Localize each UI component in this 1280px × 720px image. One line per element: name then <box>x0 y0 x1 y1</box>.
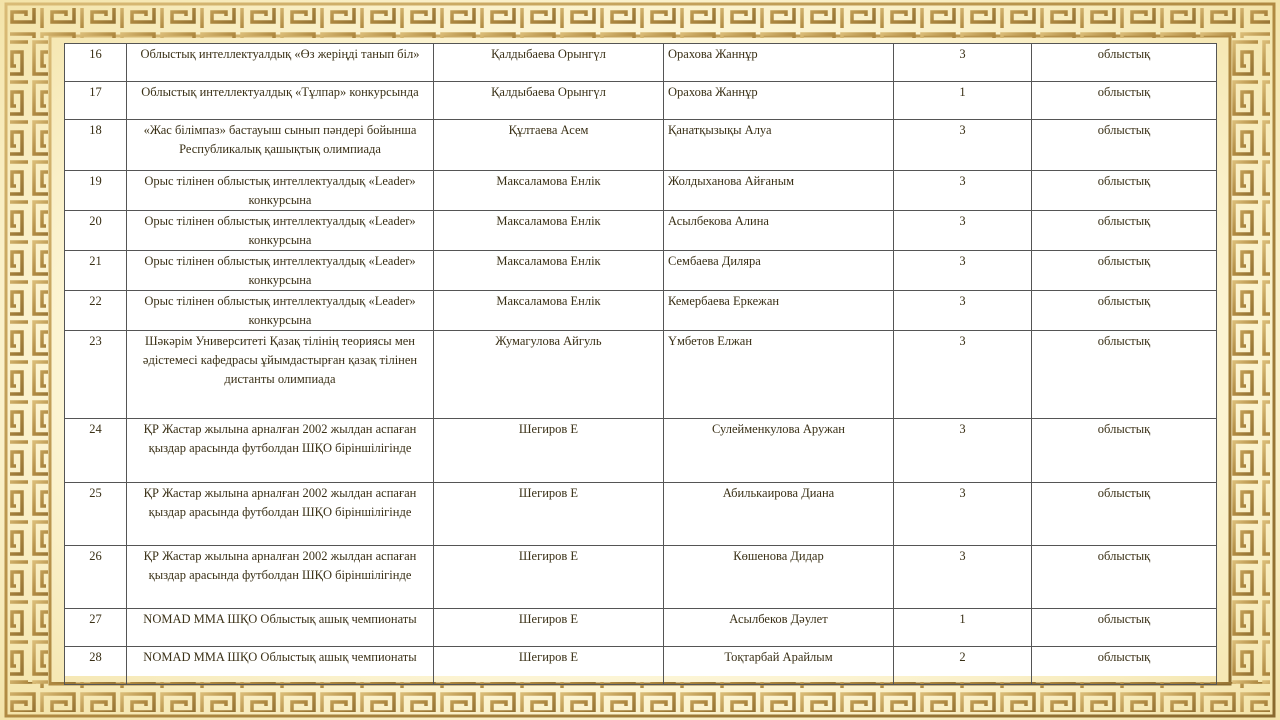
place-cell: 3 <box>894 120 1032 171</box>
teacher-cell: Максаламова Енлік <box>434 211 664 251</box>
table-row <box>65 251 1217 291</box>
table-row <box>65 609 1217 647</box>
level-cell: облыстық <box>1032 44 1217 82</box>
place-cell: 1 <box>894 82 1032 120</box>
row-number: 17 <box>65 82 127 120</box>
place-cell: 3 <box>894 251 1032 291</box>
place-cell: 3 <box>894 211 1032 251</box>
student-cell: Жолдыханова Айғаным <box>664 171 894 211</box>
place-cell: 3 <box>894 483 1032 546</box>
level-cell: облыстық <box>1032 211 1217 251</box>
event-cell: Орыс тілінен облыстық интеллектуалдық «Leader» конкурсына <box>127 171 434 211</box>
student-cell: Үмбетов Елжан <box>664 331 894 419</box>
level-cell: облыстық <box>1032 546 1217 609</box>
student-cell: Орахова Жаннұр <box>664 82 894 120</box>
level-cell: облыстық <box>1032 291 1217 331</box>
teacher-cell: Шегиров Е <box>434 419 664 483</box>
table-row <box>65 211 1217 251</box>
results-table <box>64 43 1217 685</box>
row-number: 22 <box>65 291 127 331</box>
table-row <box>65 82 1217 120</box>
event-cell: «Жас білімпаз» бастауыш сынып пәндері бойынша Республикалық қашықтық олимпиада <box>127 120 434 171</box>
teacher-cell: Шегиров Е <box>434 609 664 647</box>
table-row <box>65 546 1217 609</box>
level-cell: облыстық <box>1032 251 1217 291</box>
place-cell: 3 <box>894 291 1032 331</box>
table-row <box>65 647 1217 685</box>
table-row <box>65 44 1217 82</box>
teacher-cell: Максаламова Енлік <box>434 251 664 291</box>
row-number: 16 <box>65 44 127 82</box>
table-row <box>65 483 1217 546</box>
level-cell: облыстық <box>1032 419 1217 483</box>
place-cell: 3 <box>894 44 1032 82</box>
student-cell: Асылбеков Дәулет <box>664 609 894 647</box>
event-cell: ҚР Жастар жылына арналған 2002 жылдан аспаған қыздар арасында футболдан ШҚО біріншілігінде <box>127 419 434 483</box>
student-cell: Орахова Жаннұр <box>664 44 894 82</box>
level-cell: облыстық <box>1032 82 1217 120</box>
event-cell: Орыс тілінен облыстық интеллектуалдық «Leader» конкурсына <box>127 211 434 251</box>
teacher-cell: Шегиров Е <box>434 483 664 546</box>
teacher-cell: Құлтаева Асем <box>434 120 664 171</box>
place-cell: 1 <box>894 609 1032 647</box>
teacher-cell: Қалдыбаева Орынгүл <box>434 44 664 82</box>
event-cell: ҚР Жастар жылына арналған 2002 жылдан аспаған қыздар арасында футболдан ШҚО біріншілігінде <box>127 483 434 546</box>
student-cell: Кемербаева Еркежан <box>664 291 894 331</box>
place-cell: 3 <box>894 171 1032 211</box>
event-cell: Облыстық интеллектуалдық «Тұлпар» конкурсында <box>127 82 434 120</box>
event-cell: NOMAD MMA ШҚО Облыстық ашық чемпионаты <box>127 647 434 685</box>
student-cell: Тоқтарбай Арайлым <box>664 647 894 685</box>
level-cell: облыстық <box>1032 171 1217 211</box>
table-row <box>65 331 1217 419</box>
level-cell: облыстық <box>1032 609 1217 647</box>
row-number: 20 <box>65 211 127 251</box>
event-cell: Орыс тілінен облыстық интеллектуалдық «Leader» конкурсына <box>127 251 434 291</box>
student-cell: Сембаева Диляра <box>664 251 894 291</box>
row-number: 21 <box>65 251 127 291</box>
row-number: 27 <box>65 609 127 647</box>
level-cell: облыстық <box>1032 120 1217 171</box>
table-row <box>65 291 1217 331</box>
teacher-cell: Қалдыбаева Орынгүл <box>434 82 664 120</box>
teacher-cell: Максаламова Енлік <box>434 171 664 211</box>
teacher-cell: Максаламова Енлік <box>434 291 664 331</box>
event-cell: NOMAD MMA ШҚО Облыстық ашық чемпионаты <box>127 609 434 647</box>
teacher-cell: Жумагулова Айгуль <box>434 331 664 419</box>
table-row <box>65 419 1217 483</box>
level-cell: облыстық <box>1032 331 1217 419</box>
level-cell: облыстық <box>1032 483 1217 546</box>
row-number: 25 <box>65 483 127 546</box>
teacher-cell: Шегиров Е <box>434 546 664 609</box>
student-cell: Асылбекова Алина <box>664 211 894 251</box>
row-number: 19 <box>65 171 127 211</box>
student-cell: Қанатқызықы Алуа <box>664 120 894 171</box>
student-cell: Көшенова Дидар <box>664 546 894 609</box>
place-cell: 3 <box>894 331 1032 419</box>
results-sheet <box>64 43 1216 676</box>
row-number: 23 <box>65 331 127 419</box>
event-cell: ҚР Жастар жылына арналған 2002 жылдан аспаған қыздар арасында футболдан ШҚО біріншілігінде <box>127 546 434 609</box>
row-number: 18 <box>65 120 127 171</box>
row-number: 24 <box>65 419 127 483</box>
table-row <box>65 171 1217 211</box>
event-cell: Шәкәрім Университеті Қазақ тілінің теориясы мен әдістемесі кафедрасы ұйымдастырған қазақ тілінен дистанты олимпиада <box>127 331 434 419</box>
row-number: 26 <box>65 546 127 609</box>
student-cell: Сулейменкулова Аружан <box>664 419 894 483</box>
level-cell: облыстық <box>1032 647 1217 685</box>
event-cell: Облыстық интеллектуалдық «Өз жеріңді танып біл» <box>127 44 434 82</box>
teacher-cell: Шегиров Е <box>434 647 664 685</box>
table-row <box>65 120 1217 171</box>
place-cell: 3 <box>894 546 1032 609</box>
place-cell: 2 <box>894 647 1032 685</box>
place-cell: 3 <box>894 419 1032 483</box>
results-table-body <box>65 44 1217 685</box>
event-cell: Орыс тілінен облыстық интеллектуалдық «Leader» конкурсына <box>127 291 434 331</box>
student-cell: Абилькаирова Диана <box>664 483 894 546</box>
row-number: 28 <box>65 647 127 685</box>
